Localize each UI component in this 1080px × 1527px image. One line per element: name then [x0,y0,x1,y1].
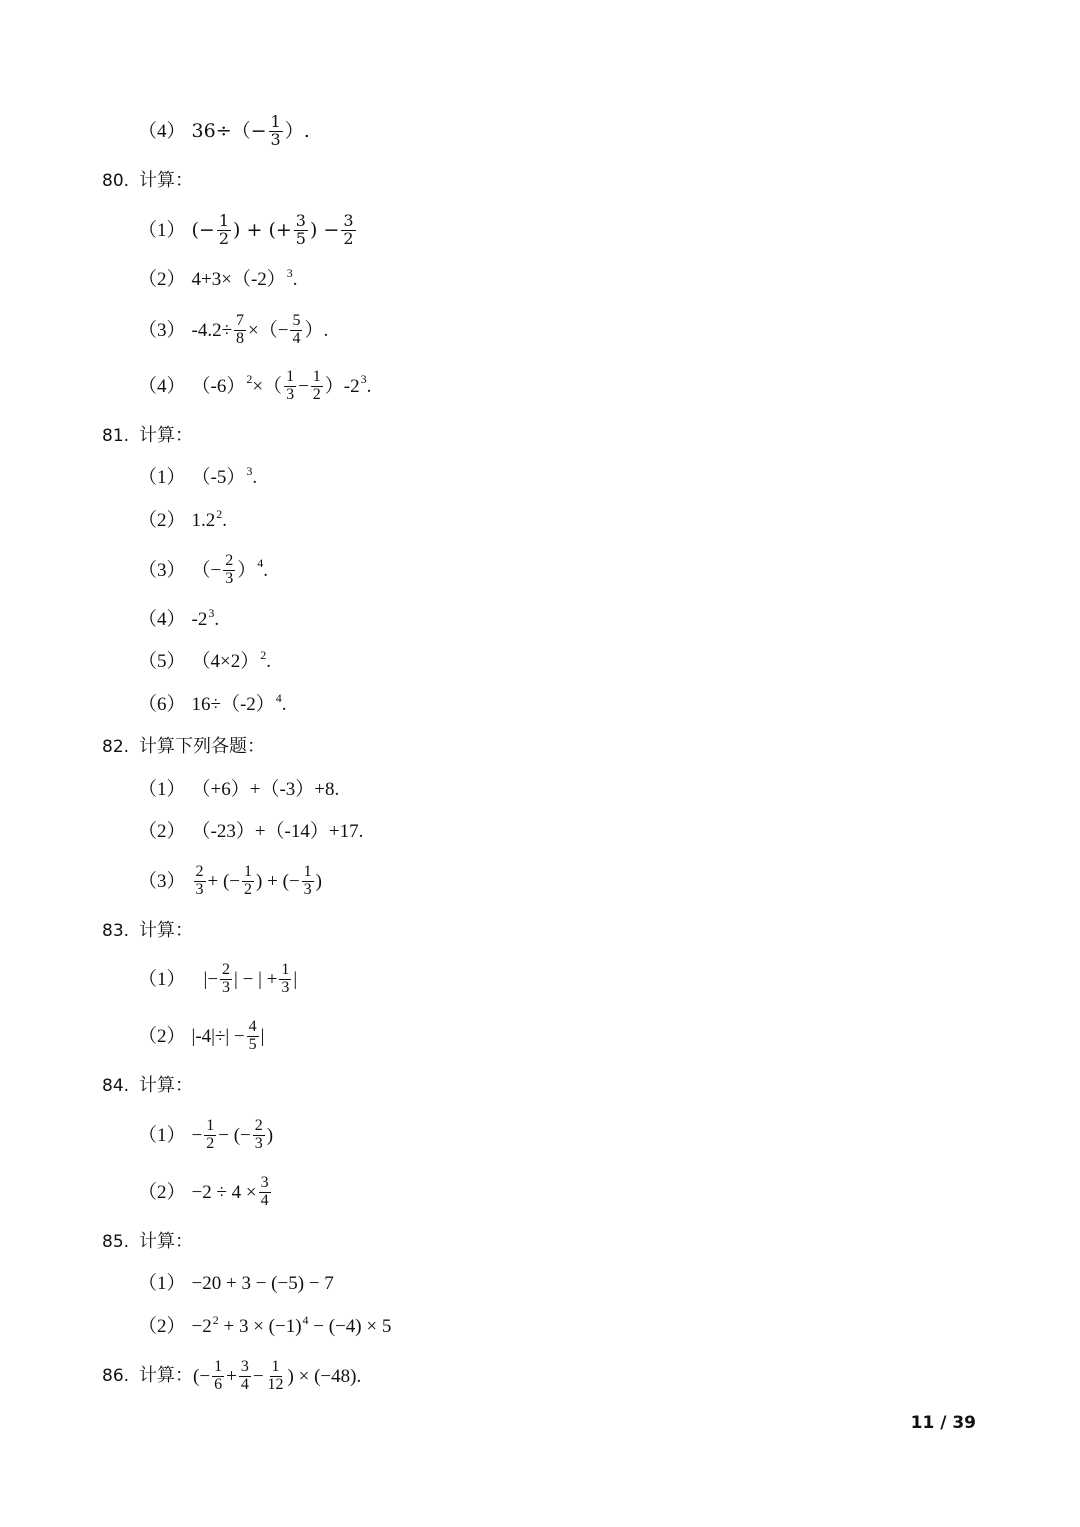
expr-text: ) × (−48). [287,1365,362,1387]
fraction: $\frac{2}{3}$ [254,1117,263,1152]
part-label: （1） [138,1124,186,1146]
expr-text: | − | + [234,968,278,990]
part-label: （5） [138,651,186,672]
problem-prev-part4 [138,114,310,149]
expr-text: . [214,609,220,630]
superscript: 3 [208,605,215,620]
fraction: $\frac{2}{3}$ [195,863,204,898]
expr-text: |− [203,968,219,990]
problem-number: 85. [102,1231,130,1252]
expr-text: | [260,1025,265,1047]
part-label: （3） [138,559,186,581]
expr-text: −20 + 3 − (−5) − 7 [191,1273,334,1294]
fraction: $\frac{1}{12}$ [267,1358,284,1393]
fraction: $\frac{1}{6}$ [214,1358,223,1393]
page-number: 11 / 39 [910,1413,976,1433]
superscript: 4 [302,1312,309,1327]
problem-82-part2 [138,822,363,841]
expr-text: . [252,467,258,488]
expr-text: − (− [218,1124,251,1146]
problem-81-part5 [138,647,271,672]
expr-text: − [252,1365,264,1387]
part-label: （2） [138,1181,186,1203]
superscript: 2 [246,372,253,387]
problem-82-part1 [138,780,339,799]
expr-text: 36÷（− [191,119,267,142]
part-label: （6） [138,694,186,715]
fraction: $\frac{2}{3}$ [225,552,234,587]
problem-85-part1 [138,1274,334,1293]
expression [192,213,358,248]
expr-text: 1.2 [191,510,216,531]
expr-text: . [281,694,287,715]
part-label: （2） [138,1316,186,1337]
fraction: $\frac{1}{3}$ [286,368,295,403]
expr-text: 4+3×（-2） [191,269,286,290]
superscript: 3 [286,265,293,280]
expr-text: ) [315,870,322,892]
expr-text: ) + (+ [233,218,292,241]
expr-text: . [266,651,271,672]
problem-81-part1 [138,463,258,488]
superscript: 4 [257,556,264,571]
problem-title: 计算： [139,170,194,191]
fraction: $\frac{1}{3}$ [303,863,312,898]
expr-text: ）. [284,119,310,142]
problem-83-heading [102,922,193,940]
superscript: 3 [360,372,367,387]
problem-title: 计算： [139,425,194,446]
problem-80-part3 [138,313,328,348]
problem-title: 计算： [139,1075,194,1096]
fraction: $\frac{1}{2}$ [244,863,253,898]
expr-text: ）-2 [324,375,360,397]
part-label: （3） [138,870,186,892]
part-label: （2） [138,510,186,531]
part-label: （4） [138,609,186,630]
expr-text: . [263,559,268,581]
superscript: 2 [260,647,267,662]
problem-85-heading [102,1233,193,1251]
fraction: $\frac{1}{2}$ [206,1117,215,1152]
problem-number: 86. [102,1365,130,1386]
problem-number: 82. [102,736,130,757]
expr-text: -2 [191,609,208,630]
expr-text: ×（− [248,319,289,341]
problem-81-part3 [138,553,268,588]
problem-title: 计算： [139,1365,194,1387]
problem-title: 计算下列各题： [139,736,266,757]
fraction: $\frac{5}{4}$ [292,312,301,347]
expr-text: （-6） [191,375,246,397]
expr-text: − [191,1124,203,1146]
expr-text: − (−4) × 5 [308,1316,392,1337]
problem-number: 83. [102,920,130,941]
expr-text: (− [193,1365,211,1387]
problem-82-heading [102,738,265,756]
problem-84-part1 [138,1118,273,1153]
problem-82-part3 [138,864,322,899]
problem-80-part2 [138,265,298,290]
superscript: 2 [216,506,223,521]
expr-text: （-5） [191,467,246,488]
fraction: $\frac{2}{3}$ [222,961,231,996]
expr-text: ×（ [252,375,283,397]
expr-text: （− [191,559,222,581]
expr-text: （-23）+（-14）+17. [191,821,364,842]
problem-number: 80. [102,170,130,191]
expr-text: |-4|÷| − [191,1025,245,1047]
part-label: （1） [138,467,186,488]
expr-text: − [298,375,309,397]
expr-text: . [366,375,372,397]
superscript: 4 [275,690,282,705]
fraction: $\frac{3}{2}$ [343,211,354,248]
problem-number: 81. [102,425,130,446]
part-label: （1） [138,779,186,800]
fraction: $\frac{3}{5}$ [295,211,306,248]
problem-86 [102,1359,361,1394]
part-label: （2） [138,269,186,290]
fraction: $\frac{1}{2}$ [218,211,230,248]
expr-text: ）. [304,319,329,341]
expression [192,114,310,149]
problem-84-heading [102,1077,193,1095]
expr-text: （4×2） [191,651,260,672]
expr-text: | [293,968,298,990]
expr-text: ) + (− [256,870,300,892]
fraction: $\frac{1}{2}$ [312,368,321,403]
expr-text: （+6）+（-3）+8. [191,779,340,800]
expr-text: ) − [309,218,340,241]
problem-80-heading [102,172,193,190]
expr-text: + (− [207,870,241,892]
fraction: $\frac{4}{5}$ [248,1018,257,1053]
problem-80-part1 [138,213,358,248]
expr-text: + 3 × (−1) [218,1316,302,1337]
expr-text: . [222,510,228,531]
problem-85-part2 [138,1312,392,1337]
expr-text: ） [237,559,257,581]
part-label: （1） [138,968,186,990]
problem-title: 计算： [139,1231,194,1252]
problem-81-part2 [138,506,228,531]
expr-text: . [292,269,298,290]
problem-80-part4 [138,369,371,404]
expr-text: ) [266,1124,274,1146]
fraction: $\frac{3}{4}$ [260,1174,269,1209]
problem-84-part2 [138,1175,273,1210]
expr-text: 16÷（-2） [191,694,275,715]
problem-81-part4 [138,605,220,630]
part-label: （1） [138,1273,186,1294]
part-label: （3） [138,319,186,341]
part-label: （2） [138,1025,186,1047]
fraction: $\frac{1}{3}$ [281,961,290,996]
part-label: （4） [138,375,186,397]
expr-text: −2 ÷ 4 × [191,1181,257,1203]
expr-text: −2 [191,1316,212,1337]
problem-81-heading [102,427,193,445]
part-label: （2） [138,821,186,842]
expr-text: -4.2÷ [191,319,233,341]
problem-83-part1 [138,962,297,997]
expr-text: (− [191,218,215,241]
problem-83-part2 [138,1019,264,1054]
superscript: 2 [212,1312,219,1327]
problem-title: 计算： [139,920,194,941]
problem-81-part6 [138,690,287,715]
part-label: （4） [138,120,186,142]
fraction: $\frac{7}{8}$ [236,312,245,347]
problem-number: 84. [102,1075,130,1096]
superscript: 3 [246,463,253,478]
fraction: $\frac{1}{3}$ [270,112,281,149]
fraction: $\frac{3}{4}$ [240,1358,249,1393]
expr-text: + [226,1365,237,1387]
part-label: （1） [138,219,186,241]
